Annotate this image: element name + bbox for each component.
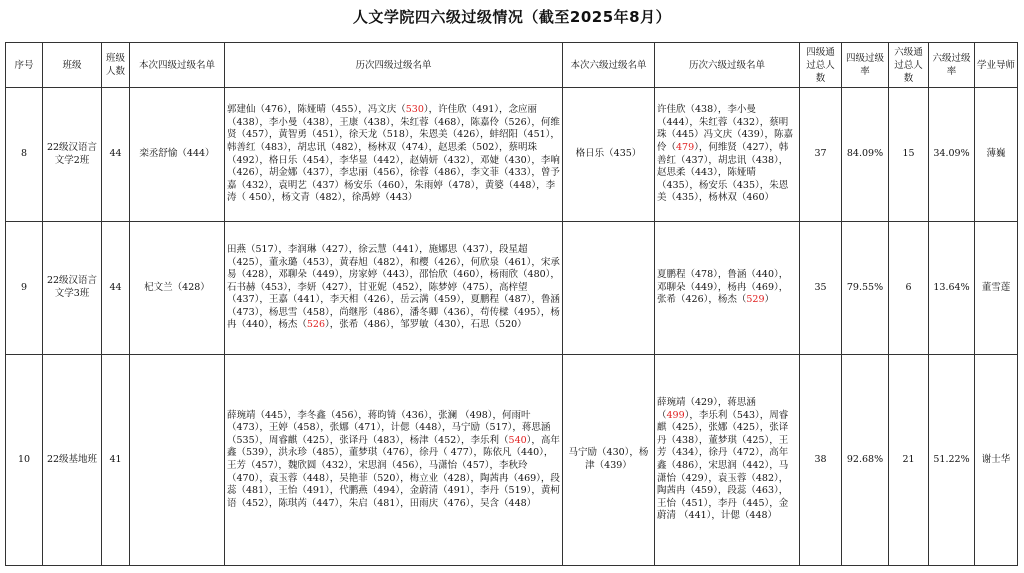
cell-class: 22级汉语言文学3班 <box>43 222 102 355</box>
cell-cet4-new: 杞文兰（428） <box>130 222 225 355</box>
cell-class: 22级基地班 <box>43 355 102 566</box>
cell-cet4-new <box>130 355 225 566</box>
cell-no: 9 <box>6 222 43 355</box>
cell-class: 22级汉语言文学2班 <box>43 88 102 222</box>
name-list-text: ），高年鑫（539），洪永珍（485），董梦琪（476），徐丹（ 477），陈依凡（440），王芳（457），魏欣圆（432），宋思润（456），马潇怡（457），李秋玲（470），袁玉蓉（448），吴艳菲（520），梅立业（428），陶茜冉（469），段蕊（481），王怡（491），代鹏燕（494），金蔚清（491），李丹（519），黄柯语（452），陈琪芮（447），朱启（481），田雨庆（476），吴含（448） <box>227 434 560 509</box>
header-cet4-total: 四级通过总人数 <box>800 43 842 88</box>
header-cet6-new: 本次六级过级名单 <box>563 43 655 88</box>
name-list-text: ），李乐利（543），周睿麒（425），张娜（425），张译丹（438），董梦琪（425），王芳（434），徐丹（472），高年鑫（486），宋思润（442），马潇怡（429），袁玉蓉（482），陶茜冉（459），段蕊（463），王怡（451），李丹（445），金蔚清 （441），计偲（448） <box>657 409 789 522</box>
name-list-text: 薛琬靖（445），李冬鑫（456），蒋昀锜（436），张澜 （498），何雨叶（473），王婷（458），张娜（471），计偲（448），马宁励（517），蒋思涵（535），周睿麒（425），张译丹（483），杨津（452），李乐利（ <box>227 409 551 446</box>
name-list-text: ），张希（486），邹罗敏（430），石思（520） <box>325 319 527 331</box>
highlighted-score: 526 <box>306 319 326 331</box>
cell-cet4-rate: 84.09% <box>842 88 889 222</box>
cell-cet6-rate: 34.09% <box>929 88 975 222</box>
cell-tutor: 谢士华 <box>975 355 1018 566</box>
cell-cet4-total: 37 <box>800 88 842 222</box>
page-title: 人文学院四六级过级情况（截至2025年8月） <box>352 8 672 26</box>
header-class: 班级 <box>43 43 102 88</box>
cell-cet6-rate: 51.22% <box>929 355 975 566</box>
table-row <box>6 222 1018 355</box>
name-list-text: ），许佳欣（491），念应丽（438），李小曼（438），王康（438），朱红蓉（468），陈嘉伶（526），何维贤（457），黄智勇（451），徐天龙（518），朱恩美（426），蚌绍阳（451），韩善红（483），胡忠讯（482），杨林双（474），赵思柔（502），蔡明珠（492），格日乐（454），李华显（442），赵婧妍（432），邓婕（430），李响（426），胡金娜（437），李忠丽（456），徐蓉（486），李文菲（433），曾予嘉（432），袁明艺（437）杨安乐（460），朱雨婷（478），黄婆（448），李涛（ 450），杨文青（482），徐禹婷（443） <box>227 104 560 204</box>
header-cet4-new: 本次四级过级名单 <box>130 43 225 88</box>
header-tutor: 学业导师 <box>975 43 1018 88</box>
cell-cet6-new: 马宁励（430），杨津（439） <box>563 355 655 566</box>
header-cet6-total: 六级通过总人数 <box>889 43 929 88</box>
cell-cet6-total: 21 <box>889 355 929 566</box>
name-list-text: ），何维贤（427），韩善红（437），胡忠讯（438），赵思柔（443），陈娅晴（435），杨安乐（435），朱恩美（435），杨林双（460） <box>657 141 789 204</box>
cell-cet4-all <box>225 355 563 566</box>
cell-cet4-all <box>225 88 563 222</box>
table-row <box>6 88 1018 222</box>
name-list-text: 夏鹏程（478），鲁涵（440），邓聊朵（449），杨冉（469），张希（426），杨杰（ <box>657 269 789 306</box>
cell-cet4-rate: 79.55% <box>842 222 889 355</box>
cell-no: 10 <box>6 355 43 566</box>
cell-cet6-rate: 13.64% <box>929 222 975 355</box>
header-row <box>6 43 1018 88</box>
highlighted-score: 529 <box>746 294 765 306</box>
cell-count: 44 <box>102 222 130 355</box>
cell-no: 8 <box>6 88 43 222</box>
header-no: 序号 <box>6 43 43 88</box>
cell-cet6-all <box>655 355 800 566</box>
cell-cet6-total: 15 <box>889 88 929 222</box>
highlighted-score: 479 <box>676 141 695 153</box>
name-list-text: 郭建仙（476），陈娅晴（455），冯文庆（ <box>227 104 406 116</box>
highlighted-score: 499 <box>666 409 685 421</box>
cell-count: 44 <box>102 88 130 222</box>
results-table <box>5 42 1018 566</box>
name-list-text: 许佳欣（438），李小曼（444），朱红蓉（432），蔡明珠（445）冯文庆（439），陈嘉伶（ <box>657 104 794 153</box>
cell-cet4-new: 栾丞舒愉（444） <box>130 88 225 222</box>
table-row <box>6 355 1018 566</box>
header-cet6-rate: 六级过级率 <box>929 43 975 88</box>
cell-cet4-all <box>225 222 563 355</box>
cell-cet6-all <box>655 222 800 355</box>
name-list-text: ） <box>764 294 775 306</box>
cell-cet6-new: 格日乐（435） <box>563 88 655 222</box>
name-list-text: 田燕（517），李润琳（427），徐云慧（441），施娜思（437），段星超（425），董永璐（453），黄春旭（482），和樱（426），何欣泉（461），宋承易（428），邓聊朵（449），房家婷（443），邵怡欣（460），杨雨欣（480），石书赫（453），李妍（427），甘亚妮（452），陈梦婷（475），高梓望（437），王嘉（441），李天相（426），岳云满（459），夏鹏程（487），鲁涵（473），杨思雪（458），尚继彤（486），潘冬卿（436），苟传樑（495），杨冉（440），杨杰（ <box>227 243 560 331</box>
header-cet4-all: 历次四级过级名单 <box>225 43 563 88</box>
header-count: 班级人数 <box>102 43 130 88</box>
cell-tutor: 董雪莲 <box>975 222 1018 355</box>
cell-cet6-new <box>563 222 655 355</box>
name-list-text: 薛琬靖（429），蒋思涵（ <box>657 397 756 421</box>
cell-cet6-all <box>655 88 800 222</box>
highlighted-score: 530 <box>405 104 424 116</box>
header-cet4-rate: 四级过级率 <box>842 43 889 88</box>
header-cet6-all: 历次六级过级名单 <box>655 43 800 88</box>
cell-cet4-rate: 92.68% <box>842 355 889 566</box>
cell-count: 41 <box>102 355 130 566</box>
highlighted-score: 540 <box>508 434 527 446</box>
cell-tutor: 薄巍 <box>975 88 1018 222</box>
cell-cet4-total: 38 <box>800 355 842 566</box>
cell-cet6-total: 6 <box>889 222 929 355</box>
cell-cet4-total: 35 <box>800 222 842 355</box>
